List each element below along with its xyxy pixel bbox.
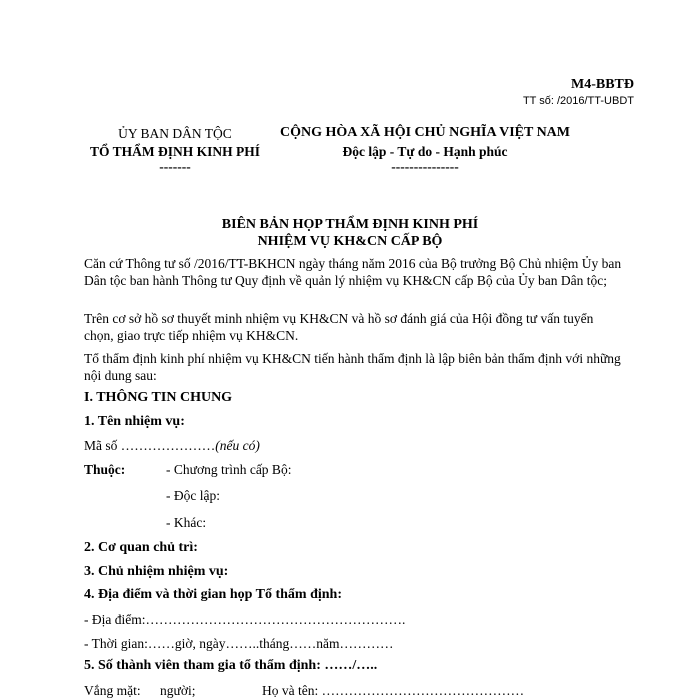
item-member-count: 5. Số thành viên tham gia tổ thẩm định: ……/….. <box>84 658 378 673</box>
document-title-line2: NHIỆM VỤ KH&CN CẤP BỘ <box>257 234 443 249</box>
nation-motto: Độc lập - Tự do - Hạnh phúc <box>342 144 508 159</box>
paragraph-intro: Tổ thẩm định kinh phí nhiệm vụ KH&CN tiến hành thẩm định là lập biên bản thẩm định với những nội dung sau: <box>84 351 621 383</box>
option-other: - Khác: <box>166 515 207 530</box>
absent-label: Vắng mặt: <box>84 683 141 698</box>
nation-dashes: --------------- <box>391 159 459 174</box>
belongs-to-label: Thuộc: <box>84 462 126 477</box>
absent-count: người; <box>160 683 196 698</box>
agency-name <box>60 125 290 142</box>
agency-line2: TỔ THẨM ĐỊNH KINH PHÍ <box>89 144 260 159</box>
option-independent: - Độc lập: <box>166 488 220 503</box>
item-task-leader: 3. Chủ nhiệm nhiệm vụ: <box>84 564 229 579</box>
option-ministry-program: - Chương trình cấp Bộ: <box>166 462 292 477</box>
meeting-time: - Thời gian:……giờ, ngày……..tháng……năm………… <box>84 636 394 651</box>
agency-dashes: ------- <box>159 159 191 174</box>
code-label: Mã số ………………… <box>84 438 216 453</box>
agency-line1: ỦY BAN DÂN TỘC <box>118 126 232 141</box>
meeting-location: - Địa điểm:…………………………………………………. <box>84 612 406 627</box>
code-field <box>84 437 260 454</box>
nation-name: CỘNG HÒA XÃ HỘI CHỦ NGHĨA VIỆT NAM <box>279 125 570 140</box>
form-code: M4-BBTĐ <box>571 77 634 92</box>
absent-names: Họ và tên: ……………………………………… <box>262 683 525 698</box>
paragraph-dossier-basis: Trên cơ sở hồ sơ thuyết minh nhiệm vụ KH&CN và hồ sơ đánh giá của Hội đồng tư vấn tuyển chọn, giao trực tiếp nhiệm vụ KH&CN. <box>84 311 594 343</box>
document-title-line1: BIÊN BẢN HỌP THẨM ĐỊNH KINH PHÍ <box>221 217 479 232</box>
item-meeting-place-time: 4. Địa điểm và thời gian họp Tổ thẩm định: <box>84 587 342 602</box>
circular-reference: TT số: /2016/TT-UBDT <box>522 95 634 107</box>
item-task-name: 1. Tên nhiệm vụ: <box>84 414 185 429</box>
item-host-agency: 2. Cơ quan chủ trì: <box>84 540 198 555</box>
paragraph-legal-basis: Căn cứ Thông tư số /2016/TT-BKHCN ngày tháng năm 2016 của Bộ trưởng Bộ Chủ nhiệm Ủy ban Dân tộc ban hành Thông tư Quy định về quản lý nhiệm vụ KH&CN cấp Bộ của Ủy ban Dân tộc; <box>84 256 622 288</box>
section-heading-general-info: I. THÔNG TIN CHUNG <box>84 390 233 405</box>
code-note: (nếu có) <box>215 438 260 453</box>
